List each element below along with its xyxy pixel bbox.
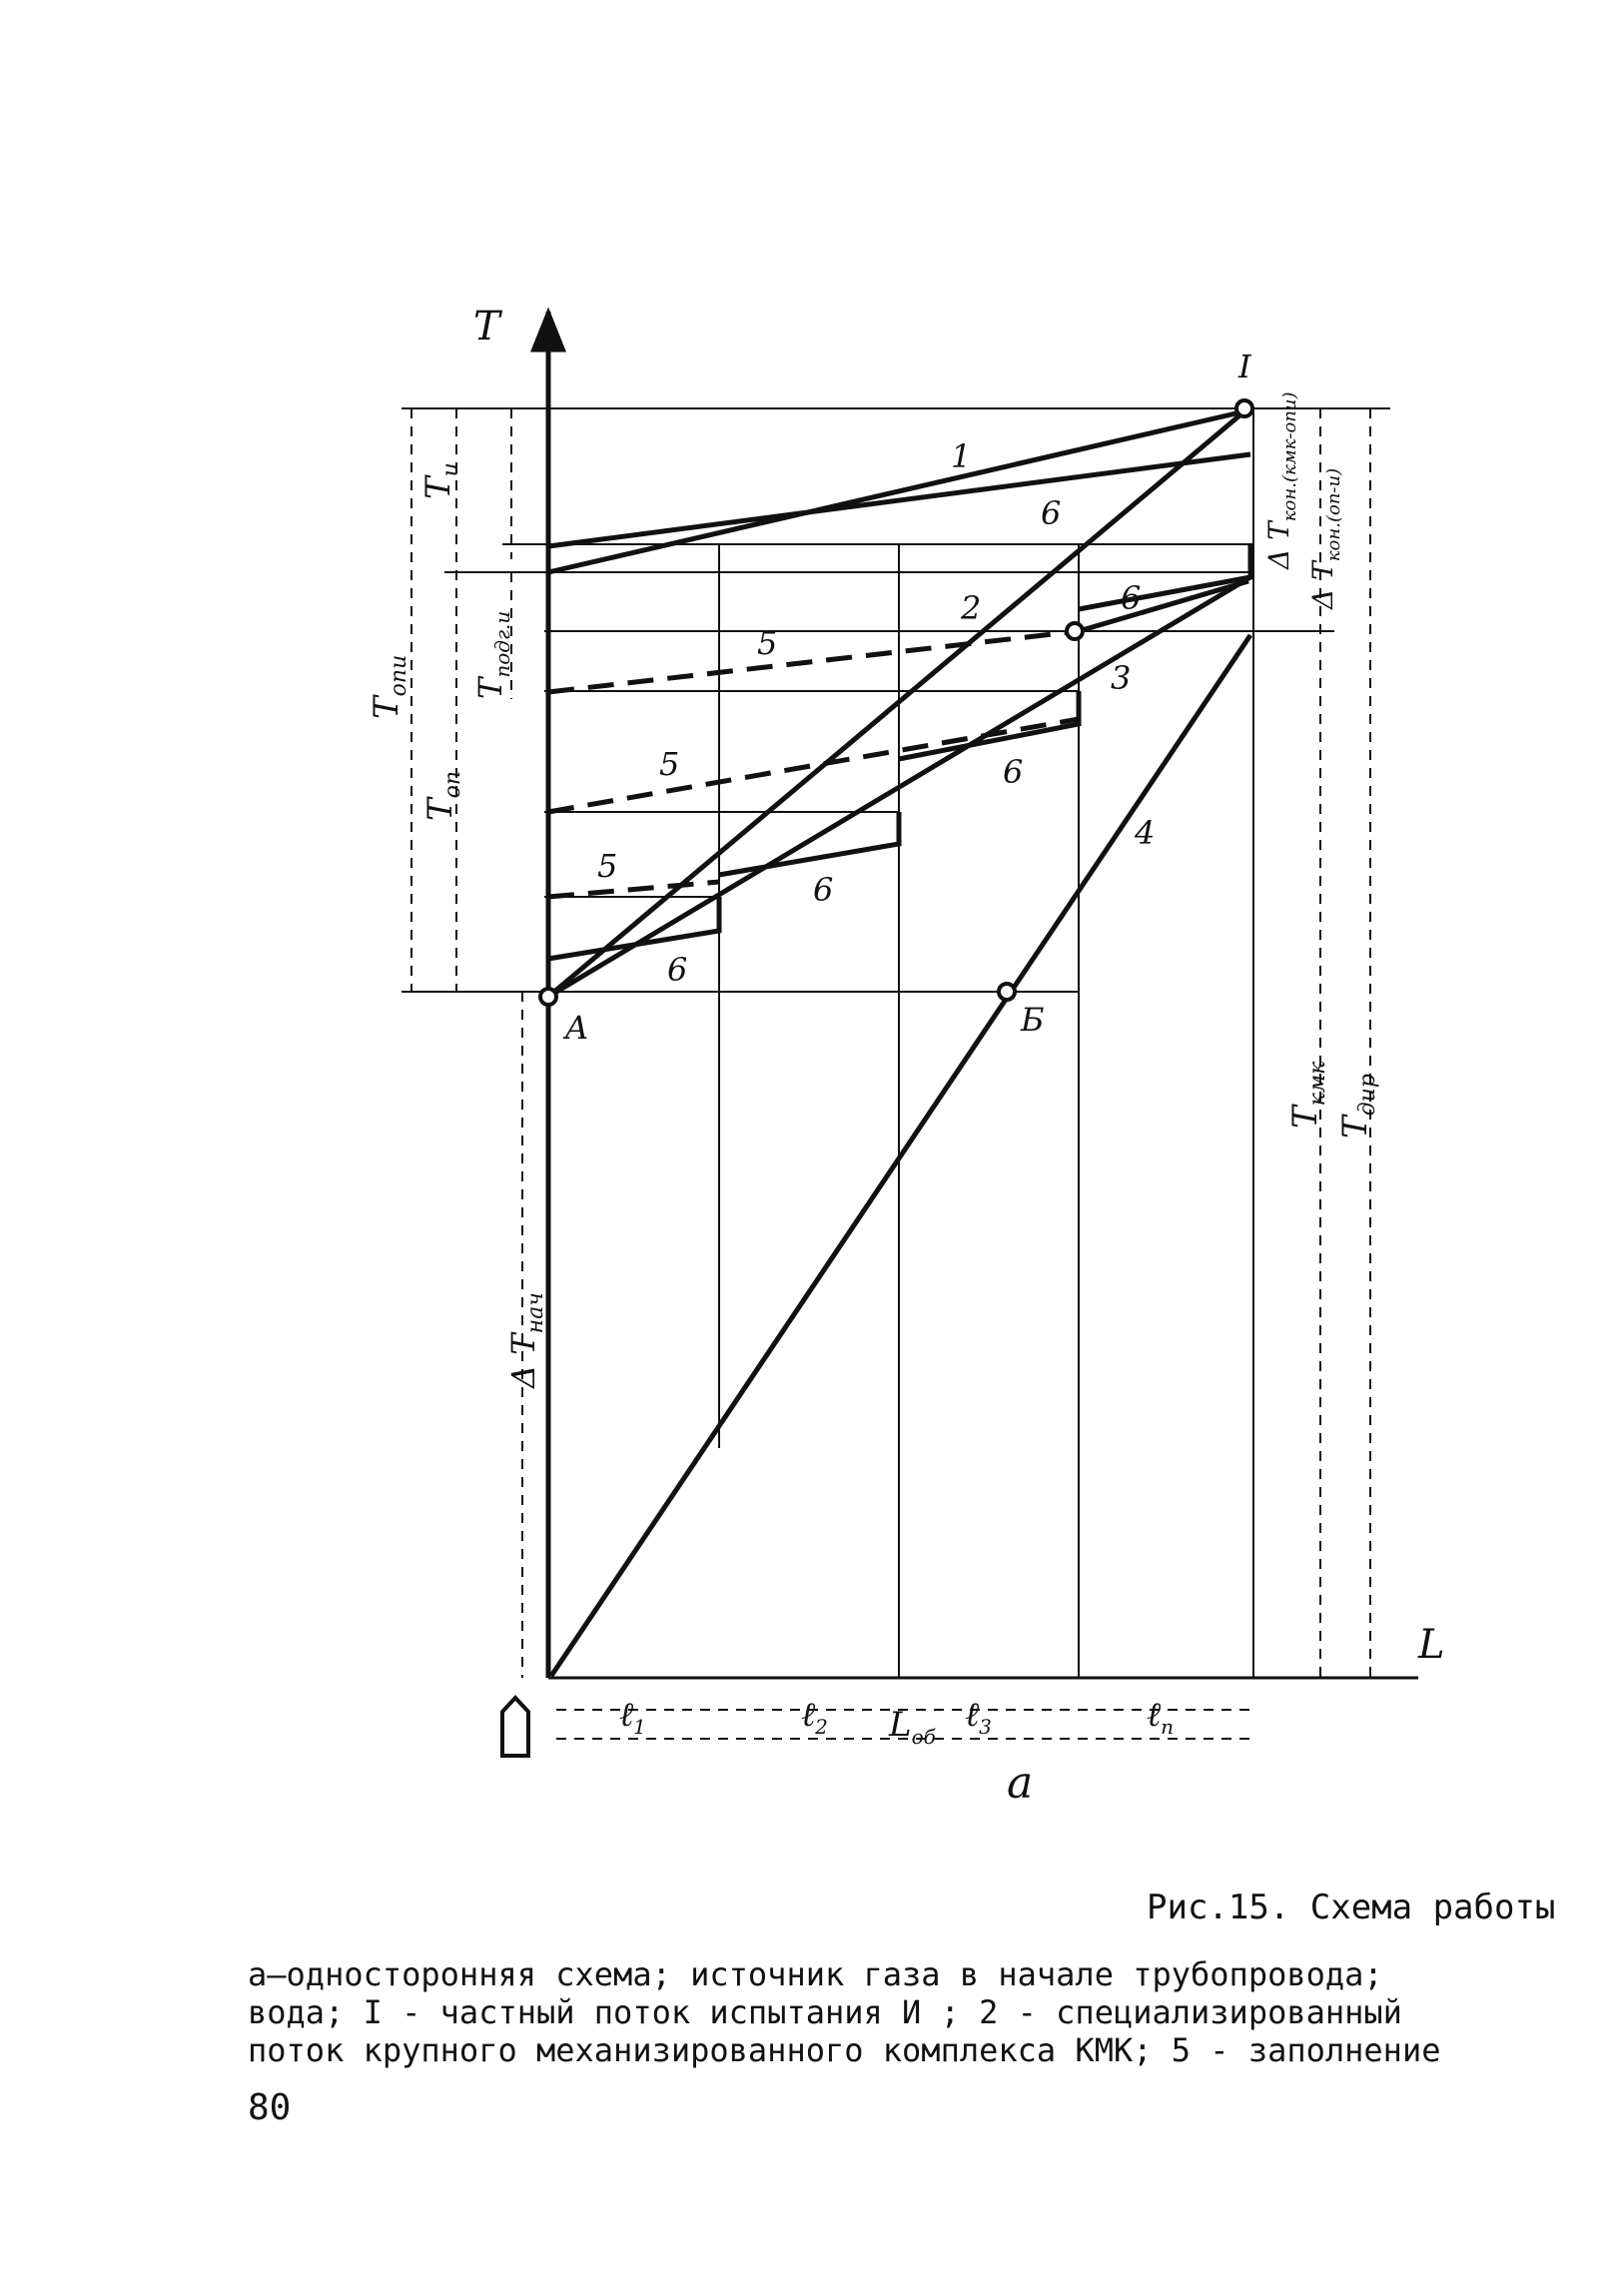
subfigure-label: a (1007, 1758, 1034, 1809)
line-3-label: 3 (1111, 659, 1132, 697)
t-dir-label: $T_{дир}$ (1335, 1074, 1380, 1138)
point-b-marker (999, 984, 1015, 1000)
t-kmk-label: $T_{кмк}$ (1285, 1061, 1330, 1129)
point-a-label: A (565, 1009, 589, 1047)
line-6d-label: 6 (813, 871, 834, 909)
segment-l3-label: ℓ$_3$ (965, 1695, 992, 1739)
point-b-label: Б (1021, 1001, 1045, 1039)
line-5b-label: 5 (659, 745, 680, 783)
dimension-lines (411, 408, 1370, 1739)
l-ob-label: $L_{об}$ (889, 1705, 936, 1749)
line-4-label: 4 (1135, 814, 1156, 852)
line-5a-label: 5 (757, 624, 778, 662)
line-6e-label: 6 (667, 951, 688, 989)
figure-caption-title: Рис.15. Схема работы (1147, 1888, 1556, 1927)
line-1-label: 1 (951, 437, 972, 475)
caption-line: вода; I - частный поток испытания И ; 2 - специализированный (248, 1993, 1402, 2031)
delta-t-kon-op-i-label: Δ $T_{кон.(оп-и)}$ (1306, 467, 1344, 609)
point-top-label: I (1238, 348, 1251, 385)
line-6b-label: 6 (1121, 579, 1142, 617)
t-podg-label: $T_{подг.и}$ (471, 610, 514, 699)
t-opi-label: $T_{опи}$ (367, 654, 411, 719)
t-op-label: $T_{оп}$ (420, 770, 465, 821)
line-4 (551, 635, 1250, 1676)
delta-t-nach-label: Δ $T_{нач}$ (504, 1292, 548, 1388)
line-6c-label: 6 (1003, 753, 1024, 791)
start-marker-icon (502, 1698, 528, 1756)
axis-t-label: T (473, 304, 500, 350)
line-6-top (548, 454, 1250, 546)
line-5c-label: 5 (597, 847, 618, 885)
line-2-label: 2 (961, 589, 982, 627)
caption-line: поток крупного механизированного комплекса КМК; 5 - заполнение (248, 2031, 1441, 2069)
axis-l-label: L (1418, 1622, 1445, 1668)
point-mid-marker (1067, 623, 1083, 639)
segment-l2-label: ℓ$_2$ (801, 1695, 828, 1739)
segment-l1-label: ℓ$_1$ (619, 1695, 646, 1739)
t-i-label: $T_и$ (418, 462, 463, 499)
line-1 (548, 411, 1244, 572)
segment-ln-label: ℓ$_n$ (1147, 1695, 1175, 1739)
caption-line: а–односторонняя схема; источник газа в начале трубопровода; (248, 1955, 1383, 1993)
line-6a-label: 6 (1041, 494, 1062, 532)
delta-t-kon-kmk-opi-label: Δ $T_{кон.(кмк-опи)}$ (1262, 391, 1300, 569)
page-number: 80 (248, 2087, 292, 2128)
point-top-marker (1236, 400, 1252, 416)
point-a-marker (540, 989, 556, 1005)
figure-caption-body (248, 1955, 1566, 2069)
